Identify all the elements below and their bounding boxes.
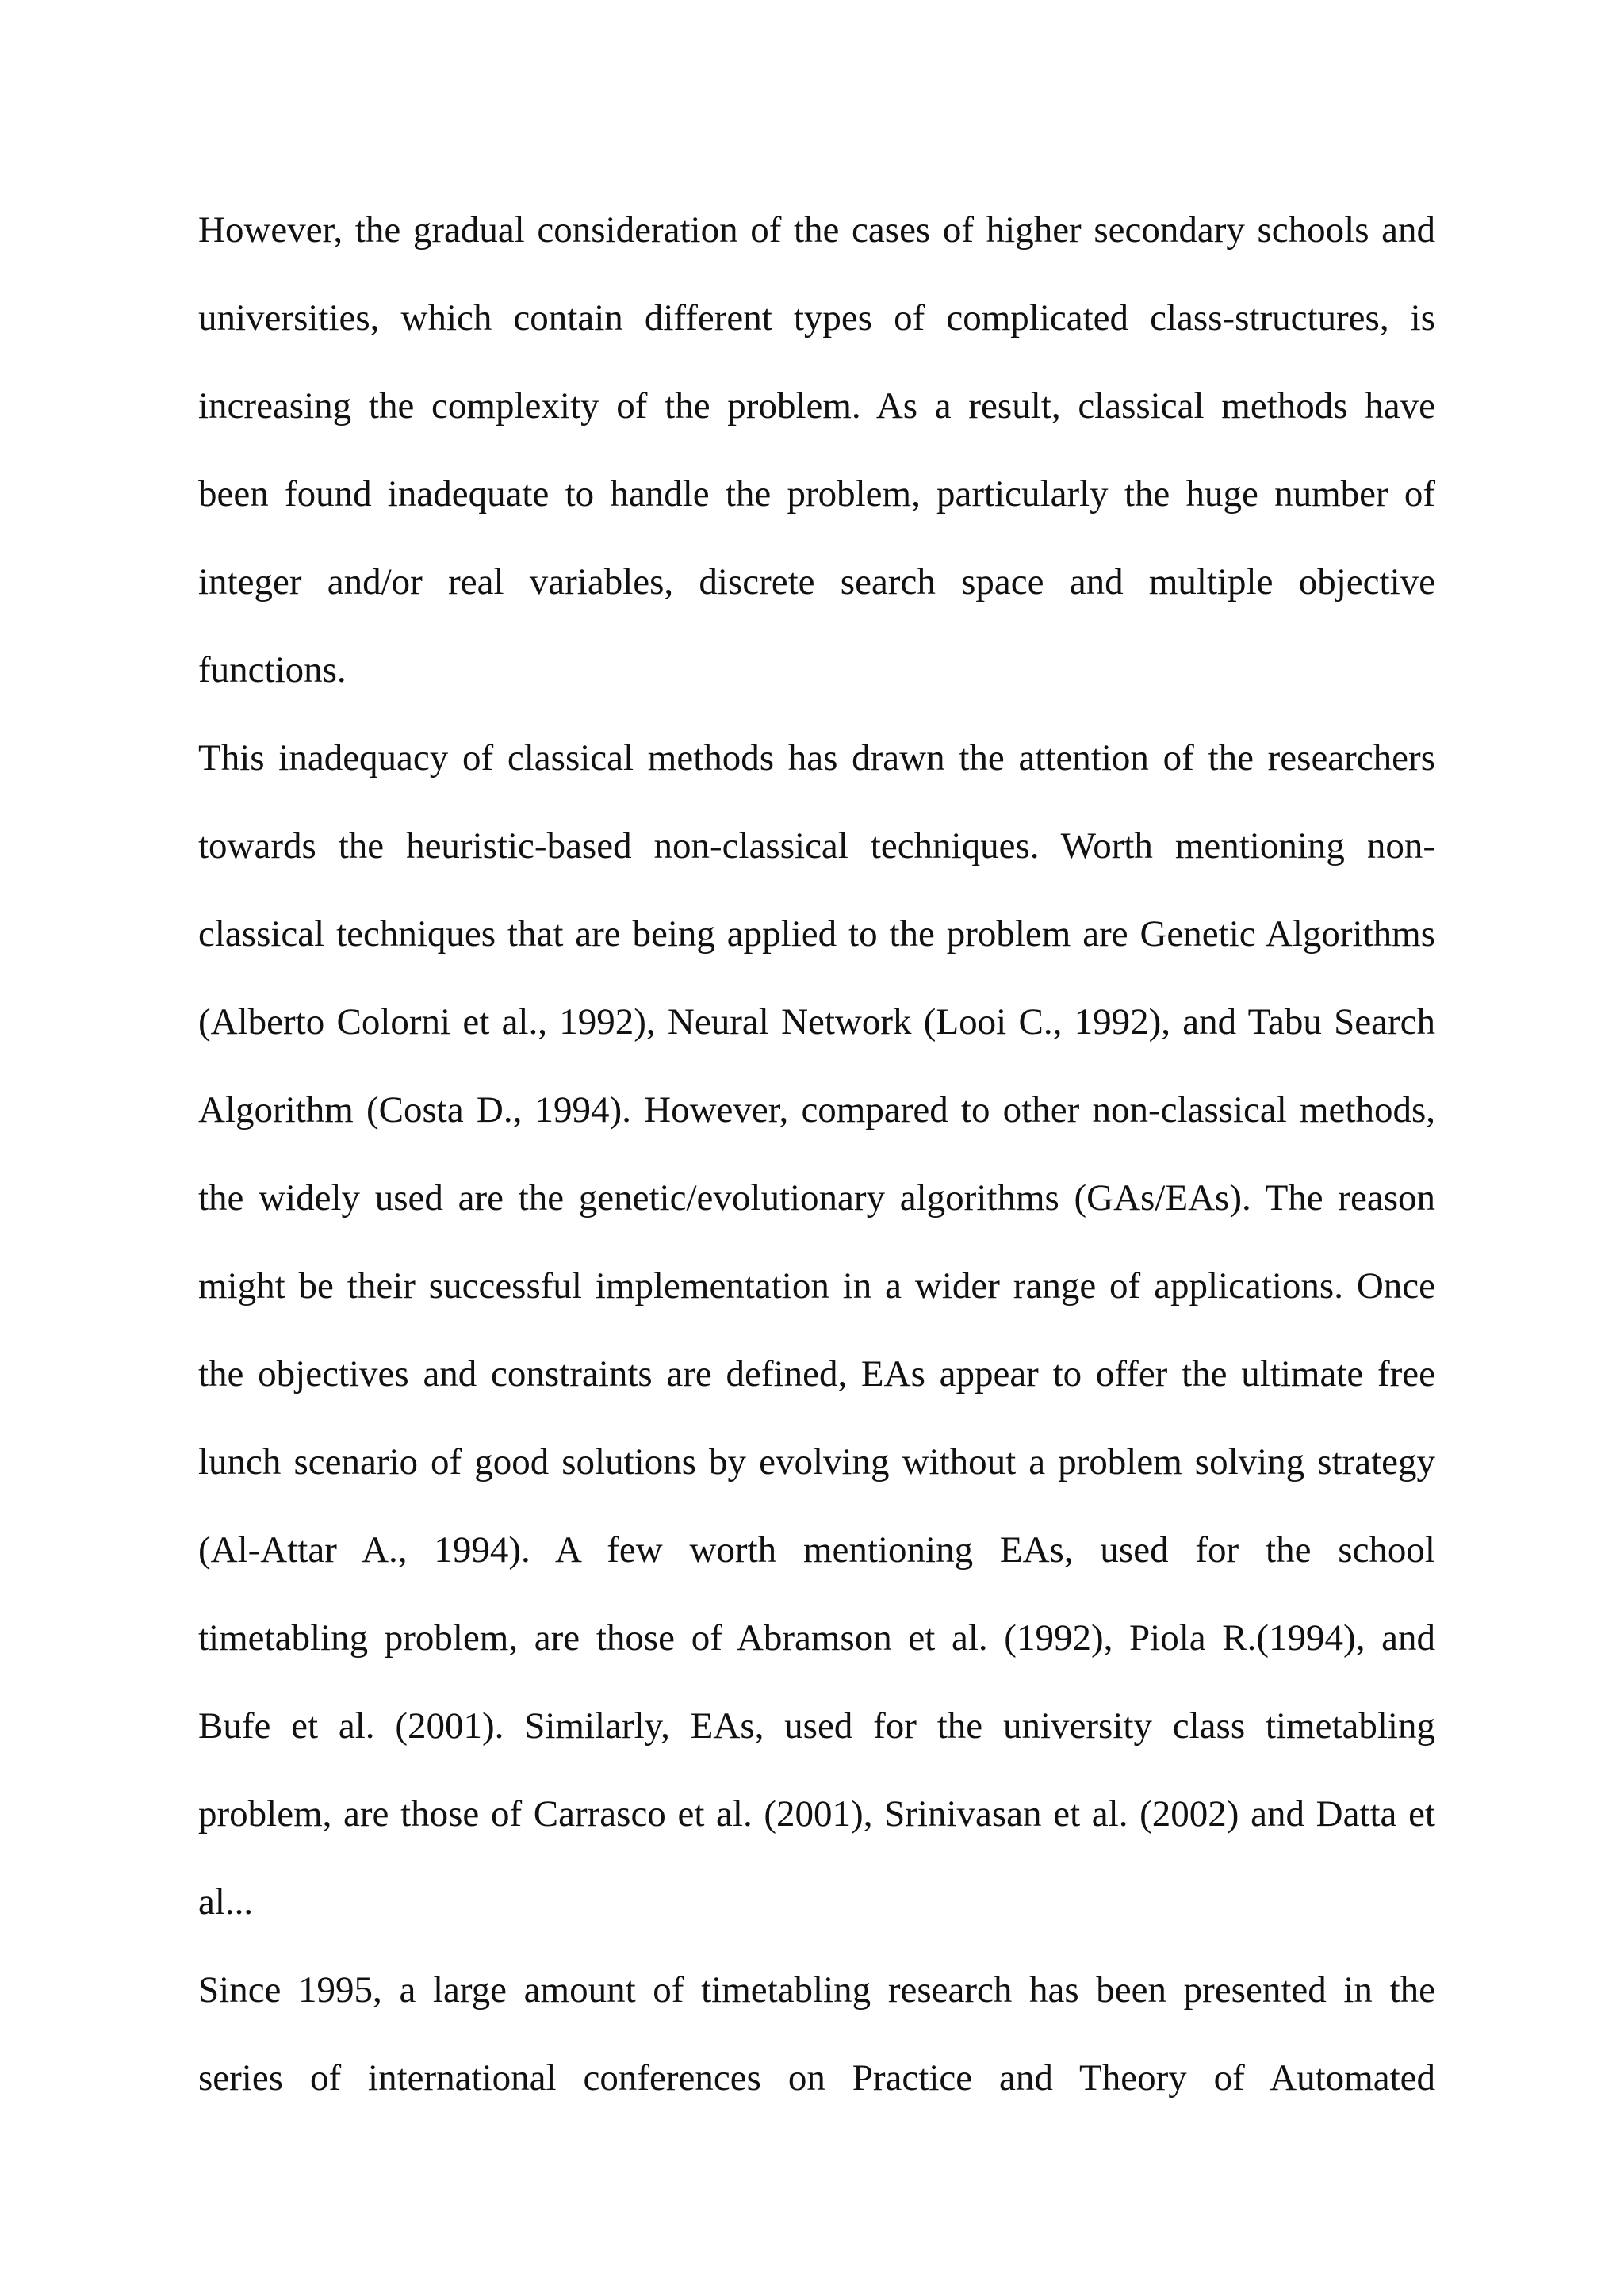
text-line: the widely used are the genetic/evolutionary algorithms (GAs/EAs). The reason xyxy=(198,1177,1435,1219)
text-line: This inadequacy of classical methods has drawn the attention of the researchers xyxy=(198,737,1435,779)
body-text xyxy=(198,186,1435,2122)
text-line: series of international conferences on Practice and Theory of Automated xyxy=(198,2057,1435,2099)
text-line: increasing the complexity of the problem. As a result, classical methods have xyxy=(198,385,1435,427)
text-line: functions. xyxy=(198,649,347,691)
text-line: Since 1995, a large amount of timetabling research has been presented in the xyxy=(198,1969,1435,2011)
paragraph-2 xyxy=(198,714,1435,1946)
text-line: the objectives and constraints are defined, EAs appear to offer the ultimate free xyxy=(198,1353,1435,1395)
paragraph-1 xyxy=(198,186,1435,714)
text-line: integer and/or real variables, discrete search space and multiple objective xyxy=(198,561,1435,603)
text-line: timetabling problem, are those of Abramson et al. (1992), Piola R.(1994), and xyxy=(198,1617,1435,1659)
text-line: al... xyxy=(198,1881,254,1923)
text-line: towards the heuristic-based non-classical techniques. Worth mentioning non- xyxy=(198,825,1435,867)
text-line: (Alberto Colorni et al., 1992), Neural Network (Looi C., 1992), and Tabu Search xyxy=(198,1001,1435,1043)
text-line: classical techniques that are being applied to the problem are Genetic Algorithms xyxy=(198,913,1435,955)
text-line: (Al-Attar A., 1994). A few worth mentioning EAs, used for the school xyxy=(198,1529,1435,1571)
text-line: lunch scenario of good solutions by evolving without a problem solving strategy xyxy=(198,1441,1435,1483)
text-line: problem, are those of Carrasco et al. (2001), Srinivasan et al. (2002) and Datta et xyxy=(198,1793,1435,1835)
text-line: universities, which contain different types of complicated class-structures, is xyxy=(198,297,1435,339)
text-line: might be their successful implementation in a wider range of applications. Once xyxy=(198,1265,1435,1307)
text-line: Algorithm (Costa D., 1994). However, compared to other non-classical methods, xyxy=(198,1089,1435,1131)
paragraph-3 xyxy=(198,1946,1435,2122)
text-line: However, the gradual consideration of the cases of higher secondary schools and xyxy=(198,209,1435,251)
text-line: Bufe et al. (2001). Similarly, EAs, used for the university class timetabling xyxy=(198,1705,1435,1747)
text-line: been found inadequate to handle the problem, particularly the huge number of xyxy=(198,473,1435,515)
